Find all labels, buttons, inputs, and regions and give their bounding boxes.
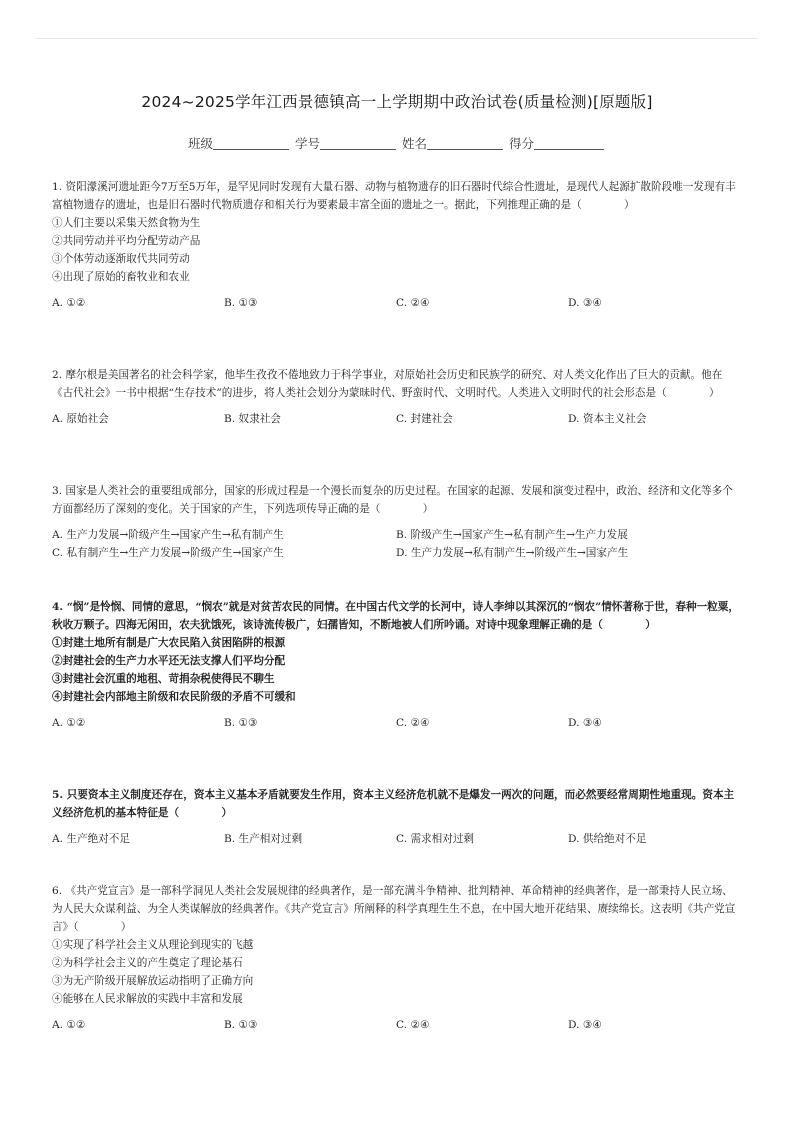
question-stem: 3. 国家是人类社会的重要组成部分，国家的形成过程是一个漫长而复杂的历史过程。在国家的起源、发展和演变过程中，政治、经济和文化等多个方面都经历了深刻的变化。关于国家的产生，下列选项传导正确的是（ ）: [52, 485, 733, 515]
student-info-row: [0, 134, 794, 152]
question-3: [52, 482, 742, 562]
statement: ③为无产阶级开展解放运动指明了正确方向: [52, 975, 254, 987]
name-label: 姓名: [401, 136, 427, 151]
question-2: [52, 366, 742, 428]
class-blank[interactable]: [213, 137, 289, 150]
options-row: [52, 1016, 742, 1034]
option-c[interactable]: C. 封建社会: [396, 413, 453, 425]
statement: ②共同劳动并平均分配劳动产品: [52, 235, 201, 247]
option-a[interactable]: A. ①②: [52, 717, 86, 729]
id-blank[interactable]: [320, 137, 396, 150]
option-c[interactable]: C. ②④: [396, 717, 430, 729]
option-c[interactable]: C. ②④: [396, 1019, 430, 1031]
statement: ③封建社会沉重的地租、苛捐杂税使得民不聊生: [52, 673, 275, 685]
option-c[interactable]: C. 需求相对过剩: [396, 833, 475, 845]
option-d[interactable]: D. ③④: [568, 297, 602, 309]
question-1: [52, 178, 742, 312]
question-stem: 1. 资阳濛溪河遗址距今7万至5万年，是罕见同时发现有大量石器、动物与植物遗存的旧石器时代综合性遗址，是现代人起源扩散阶段唯一发现有丰富植物遗存的遗址，也是旧石器时代物质遗存和相关行为要素最丰富全面的遗址之一。据此，下列推理正确的是（ ）: [52, 181, 736, 211]
options-row: [52, 714, 742, 732]
statement: ②为科学社会主义的产生奠定了理论基石: [52, 957, 243, 969]
statement: ④能够在人民求解放的实践中丰富和发展: [52, 993, 243, 1005]
statement: ④封建社会内部地主阶级和农民阶级的矛盾不可缓和: [52, 691, 296, 703]
score-label: 得分: [508, 136, 534, 151]
question-stem: 4. “悯”是怜悯、同情的意思，“悯农”就是对贫苦农民的同情。在中国古代文学的长河中，诗人李绅以其深沉的“悯农”情怀著称于世，春种一粒粟，秋收万颗子。四海无闲田，农夫犹饿死，该诗流传极广，妇孺皆知，不断地被人们所吟诵。对诗中现象理解正确的是（ ）: [52, 601, 739, 631]
option-a[interactable]: A. ①②: [52, 297, 86, 309]
option-d[interactable]: D. 供给绝对不足: [568, 833, 647, 845]
question-stem: 5. 只要资本主义制度还存在，资本主义基本矛盾就要发生作用，资本主义经济危机就不是爆发一两次的问题，而必然要经常周期性地重现。资本主义经济危机的基本特征是（ ）: [52, 789, 735, 819]
question-stem: 6. 《共产党宣言》是一部科学洞见人类社会发展规律的经典著作，是一部充满斗争精神、批判精神、革命精神的经典著作，是一部秉持人民立场、为人民大众谋利益、为全人类谋解放的经典著作。《共产党宣言》所阐释的科学真理生生不息，在中国大地开花结果、赓续绵长。这表明《共产党宣言》（ ）: [52, 885, 736, 933]
statement: ①实现了科学社会主义从理论到现实的飞越: [52, 939, 254, 951]
option-d[interactable]: D. 生产力发展→私有制产生→阶级产生→国家产生: [396, 547, 629, 559]
question-stem: 2. 摩尔根是美国著名的社会科学家，他毕生孜孜不倦地致力于科学事业，对原始社会历史和民族学的研究、对人类文化作出了巨大的贡献。他在《古代社会》一书中根据“生存技术”的进步，将人类社会划分为蒙昧时代、野蛮时代、文明时代。人类进入文明时代的社会形态是（ ）: [52, 369, 723, 399]
option-a[interactable]: A. 生产力发展→阶级产生→国家产生→私有制产生: [52, 529, 284, 541]
question-5: [52, 786, 742, 848]
option-a[interactable]: A. ①②: [52, 1019, 86, 1031]
option-b[interactable]: B. 奴隶社会: [224, 413, 281, 425]
option-c[interactable]: C. ②④: [396, 297, 430, 309]
options-grid: [52, 526, 742, 562]
option-b[interactable]: B. ①③: [224, 297, 258, 309]
statement: ①封建土地所有制是广大农民陷入贫困陷阱的根源: [52, 637, 286, 649]
options-row: [52, 294, 742, 312]
page-title: 2024~2025学年江西景德镇高一上学期期中政治试卷(质量检测)[原题版]: [141, 93, 653, 111]
name-blank[interactable]: [427, 137, 503, 150]
question-4: [52, 598, 742, 732]
question-6: [52, 882, 742, 1034]
score-blank[interactable]: [534, 137, 604, 150]
option-d[interactable]: D. 资本主义社会: [568, 413, 647, 425]
option-b[interactable]: B. ①③: [224, 1019, 258, 1031]
class-label: 班级: [187, 136, 213, 151]
options-row: [52, 830, 742, 848]
options-row: [52, 410, 742, 428]
option-d[interactable]: D. ③④: [568, 717, 602, 729]
statement: ④出现了原始的畜牧业和农业: [52, 271, 190, 283]
option-c[interactable]: C. 私有制产生→生产力发展→阶级产生→国家产生: [52, 547, 284, 559]
header-divider: [36, 38, 758, 39]
statement: ③个体劳动逐渐取代共同劳动: [52, 253, 190, 265]
option-a[interactable]: A. 生产绝对不足: [52, 833, 130, 845]
option-d[interactable]: D. ③④: [568, 1019, 602, 1031]
id-label: 学号: [294, 136, 320, 151]
statement: ②封建社会的生产力水平还无法支撑人们平均分配: [52, 655, 286, 667]
option-b[interactable]: B. 阶级产生→国家产生→私有制产生→生产力发展: [396, 529, 628, 541]
option-b[interactable]: B. ①③: [224, 717, 258, 729]
option-a[interactable]: A. 原始社会: [52, 413, 109, 425]
statement: ①人们主要以采集天然食物为生: [52, 217, 201, 229]
option-b[interactable]: B. 生产相对过剩: [224, 833, 303, 845]
